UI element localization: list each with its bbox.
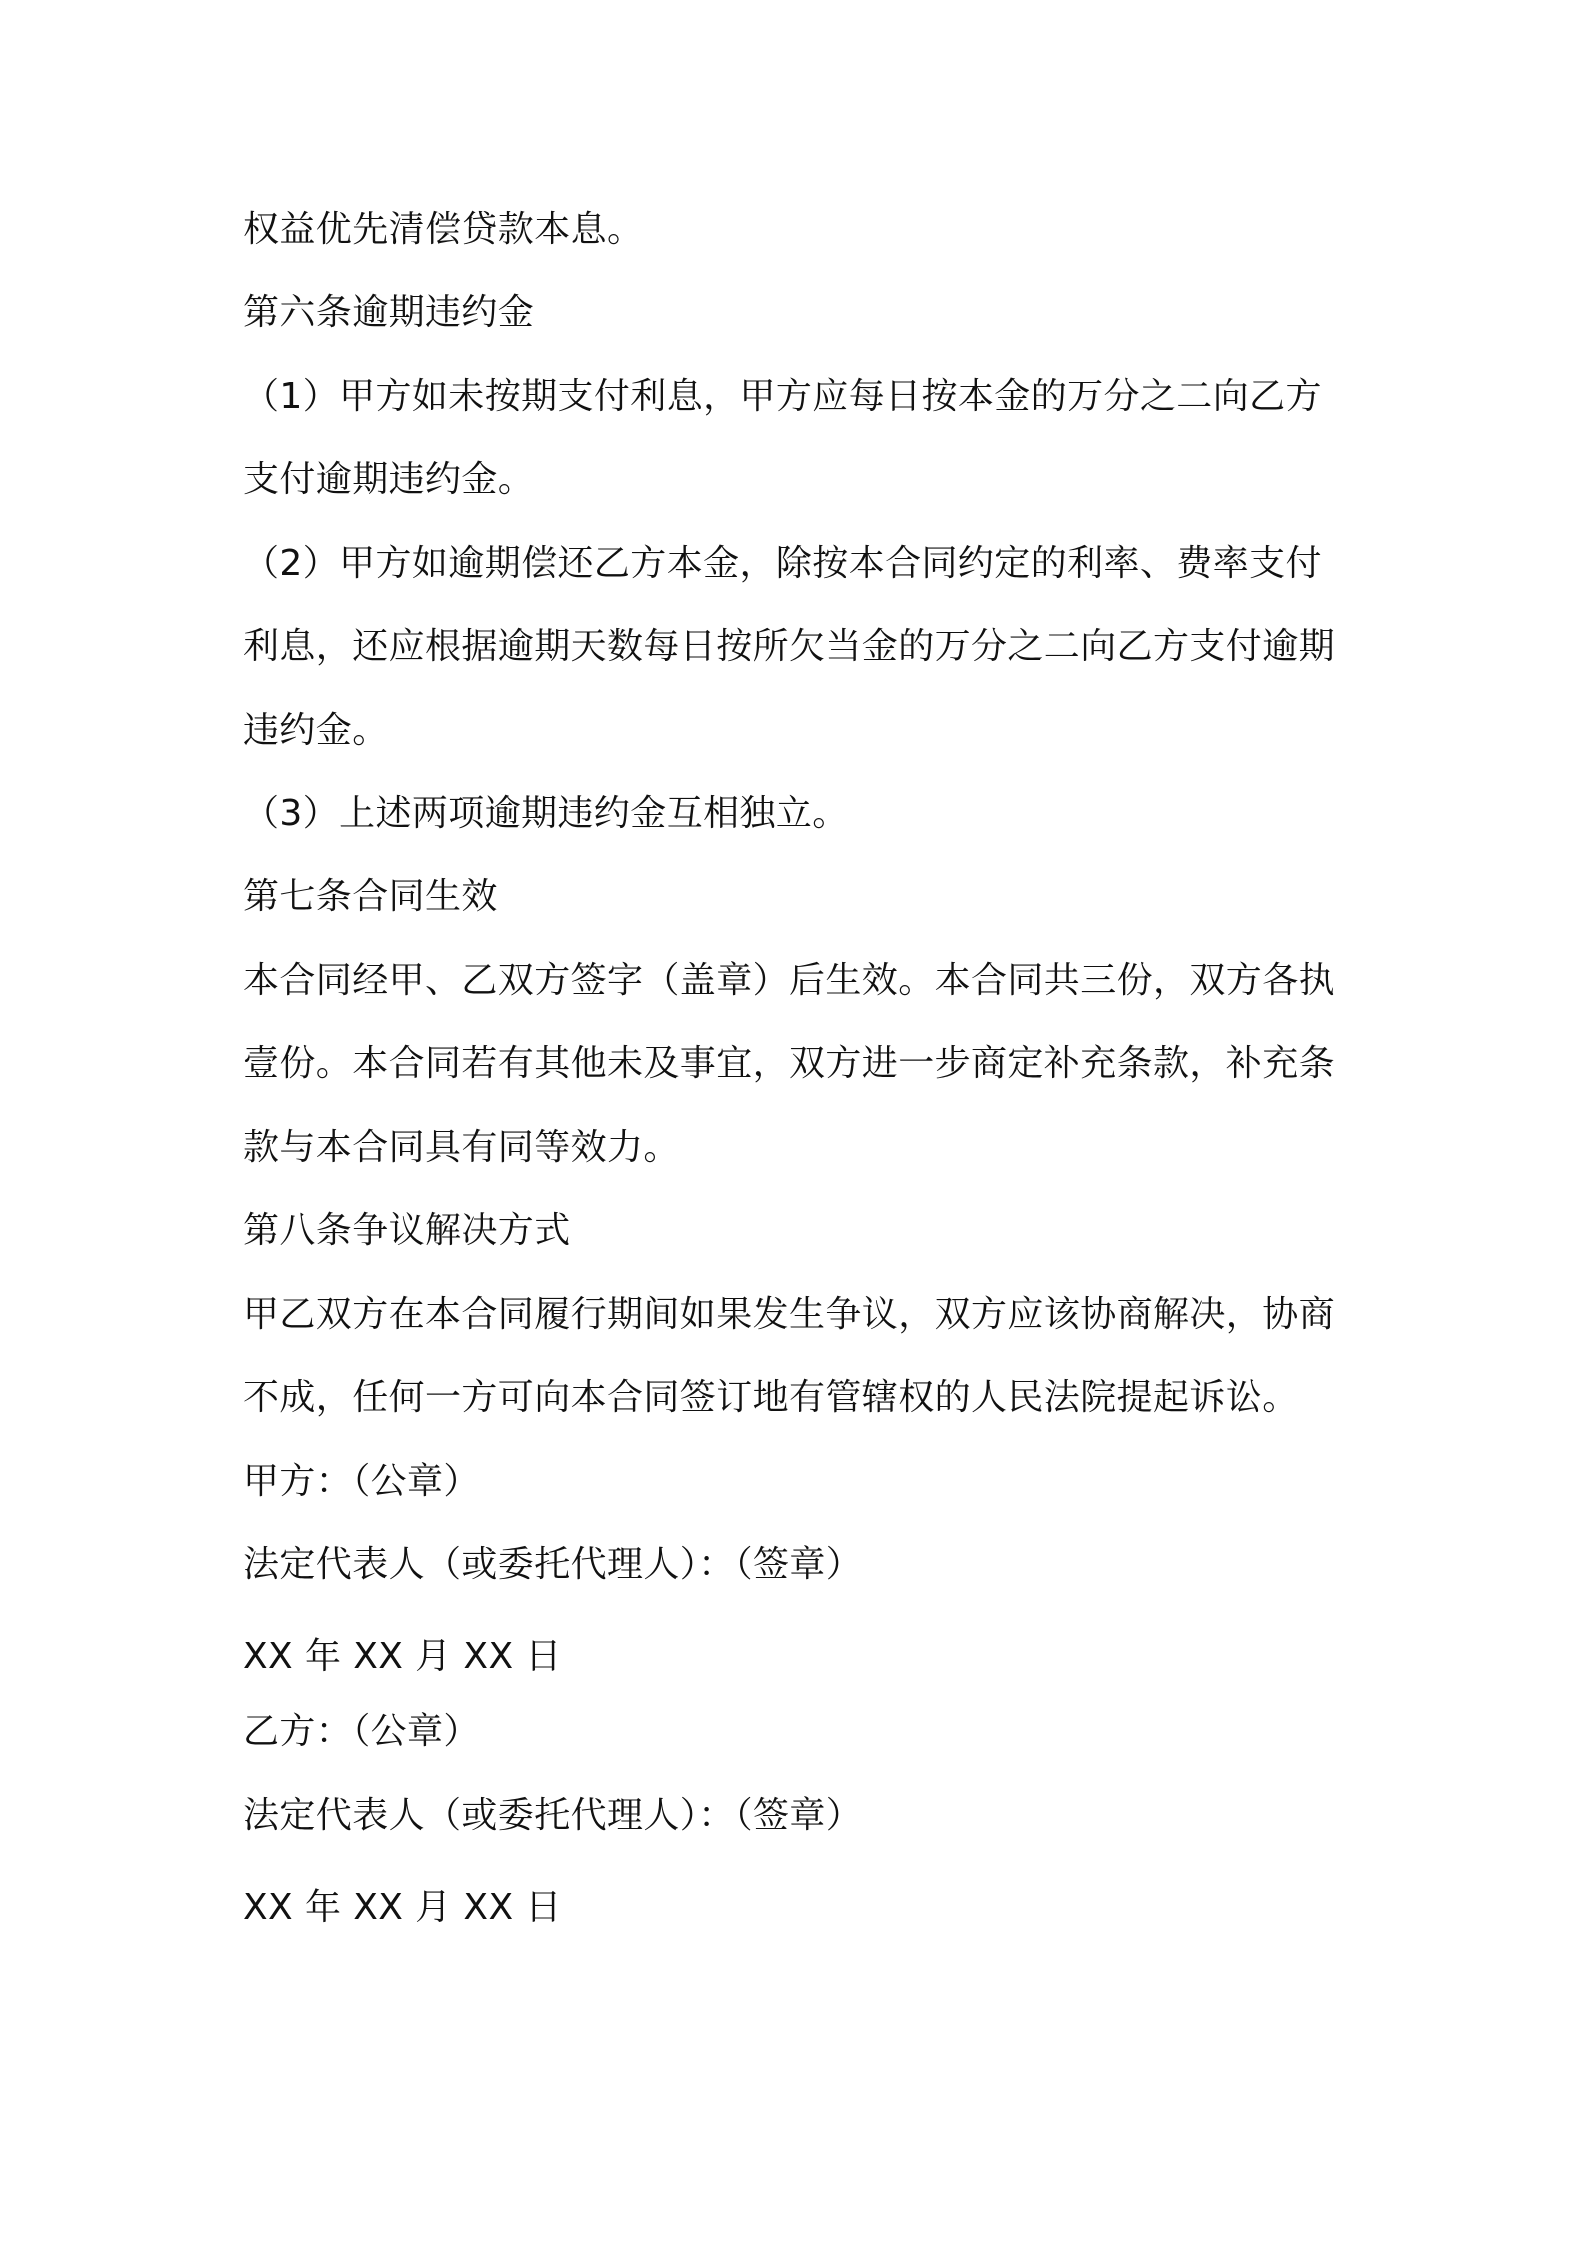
article-6-item-3: （3）上述两项逾期违约金互相独立。 (243, 793, 849, 834)
article-8-body-line-2: 不成，任何一方可向本合同签订地有管辖权的人民法院提起诉讼。 (243, 1377, 1299, 1418)
article-6-heading: 第六条逾期违约金 (243, 292, 535, 333)
article-7-body-line-3: 款与本合同具有同等效力。 (243, 1127, 680, 1168)
article-6-item-2-line-3: 违约金。 (243, 710, 389, 751)
article-7-body-line-1: 本合同经甲、乙双方签字（盖章）后生效。本合同共三份，双方各执 (243, 960, 1336, 1001)
article-6-item-1-line-1: （1）甲方如未按期支付利息，甲方应每日按本金的万分之二向乙方 (243, 376, 1322, 417)
party-b-date: XX 年 XX 月 XX 日 (243, 1887, 562, 1928)
article-8-body-line-1: 甲乙双方在本合同履行期间如果发生争议，双方应该协商解决，协商 (243, 1294, 1336, 1335)
article-6-item-1-line-2: 支付逾期违约金。 (243, 459, 535, 500)
party-a-seal: 甲方：（公章） (243, 1461, 480, 1502)
party-b-seal: 乙方：（公章） (243, 1711, 480, 1752)
article-7-heading: 第七条合同生效 (243, 876, 498, 917)
text-line-1: 权益优先清偿贷款本息。 (243, 209, 644, 250)
article-8-heading: 第八条争议解决方式 (243, 1210, 571, 1251)
party-a-date: XX 年 XX 月 XX 日 (243, 1636, 562, 1677)
article-6-item-2-line-1: （2）甲方如逾期偿还乙方本金，除按本合同约定的利率、费率支付 (243, 543, 1322, 584)
party-b-representative: 法定代表人（或委托代理人）：（签章） (243, 1795, 863, 1836)
article-6-item-2-line-2: 利息，还应根据逾期天数每日按所欠当金的万分之二向乙方支付逾期 (243, 626, 1336, 667)
article-7-body-line-2: 壹份。本合同若有其他未及事宜，双方进一步商定补充条款，补充条 (243, 1043, 1336, 1084)
party-a-representative: 法定代表人（或委托代理人）：（签章） (243, 1544, 863, 1585)
